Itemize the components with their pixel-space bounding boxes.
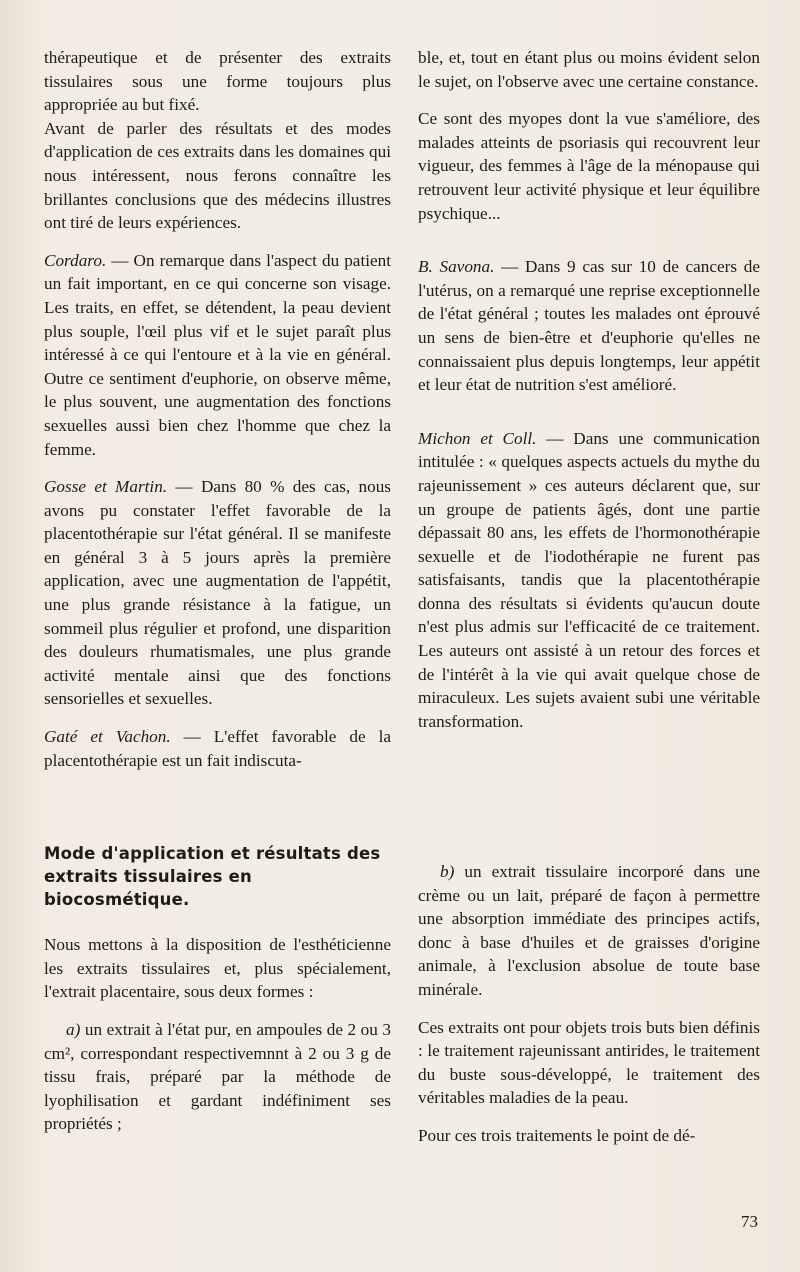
cordaro-author: Cordaro. xyxy=(44,250,107,270)
before-results-paragraph: Avant de parler des résultats et des modes d'application de ces extraits dans les domaines qui nous intéressent, nous ferons connaître les brillantes conclusions que des médecins illustres ont tiré de leurs expériences. xyxy=(44,118,391,233)
item-b-text: un extrait tissulaire incorporé dans une crème ou un lait, préparé de façon à permettre une absorption immédiate des principes actifs, donc à base d'huiles et de graisses d'origine animale, à l'exclusion absolue de toute base minérale. xyxy=(418,862,760,999)
gate-author: Gaté et Vachon. xyxy=(44,727,171,747)
michon-text: — Dans une communication intitulée : « quelques aspects actuels du mythe du rajeunissement » ces auteurs déclarent que, sur un groupe de patients âgés, dont une partie dépassait 80 ans, les effets de l'hormonothérapie sexuelle et de l'iodothérapie ne furent pas satisfaisants, tandis que la placentothérapie donna des résultats si évidents qu'aucun doute n'est plus admis sur l'efficacité de ce traitement. Les auteurs ont assisté à un retour des forces et de l'intérêt à la vie qui avait quelque chose de miraculeux. Les sujets avaient subi une véritable transformation. xyxy=(418,428,761,731)
savona-author: B. Savona. xyxy=(418,257,495,277)
intro-paragraph: thérapeutique et de présenter des extraits tissulaires sous une forme toujours plus appropriée au but fixé. xyxy=(44,48,391,115)
savona-paragraph xyxy=(418,255,760,397)
item-a-text: un extrait à l'état pur, en ampoules de 2 ou 3 cm², correspondant respectivemnnt à 2 ou 3 g de tissu frais, préparé par la méthode de lyophilisation et gardant indéfiniment ses propriétés ; xyxy=(44,1020,391,1134)
savona-text: — Dans 9 cas sur 10 de cancers de l'utérus, on a remarqué une reprise exceptionnelle de l'état général ; toutes les malades ont éprouvé un sens de bien-être et d'euphorie qu'elles ne connaissaient plus depuis longtemps, leur appétit et leur état de nutrition s'est amélioré. xyxy=(418,257,760,395)
continuation-paragraph: ble, et, tout en étant plus ou moins évident selon le sujet, on l'observe avec une certaine constance. xyxy=(418,48,760,91)
page-number: 73 xyxy=(741,1212,758,1231)
gosse-text: — Dans 80 % des cas, nous avons pu constater l'effet favorable de la placentothérapie sur l'état général. Il se manifeste en général 3 à 5 jours après la première application, avec une augmentation de l'appétit, une plus grande résistance à la fatigue, un sommeil plus régulier et profond, une disparition des douleurs rhumatismales, une plus grande activité mentale ainsi que des fonctions sensorielles et sexuelles. xyxy=(44,477,391,709)
left-column xyxy=(44,46,391,1136)
gosse-author: Gosse et Martin. xyxy=(44,477,168,497)
right-column-bottom xyxy=(418,860,760,1148)
gosse-paragraph xyxy=(44,475,391,711)
item-a-paragraph xyxy=(44,1018,391,1136)
section-heading: Mode d'application et résultats des extraits tissulaires en biocosmétique. xyxy=(44,844,381,910)
michon-author: Michon et Coll. xyxy=(418,428,537,448)
cordaro-text: — On remarque dans l'aspect du patient un fait important, en ce qui concerne son visage. Les traits, en effet, se détendent, la peau devient plus souple, l'œil plus vif et le sujet paraît plus intéressé à ce qui l'entoure et à la vie en général. Outre ce sentiment d'euphorie, on observe même, le plus souvent, une augmentation des fonctions sexuelles aussi bien chez l'homme que chez la femme. xyxy=(44,250,391,459)
final-paragraph: Pour ces trois traitements le point de dé- xyxy=(418,1125,696,1145)
disposition-paragraph: Nous mettons à la disposition de l'esthéticienne les extraits tissulaires et, plus spécialement, l'extrait placentaire, sous deux formes : xyxy=(44,935,391,1002)
objectives-paragraph: Ces extraits ont pour objets trois buts bien définis : le traitement rajeunissant antirides, le traitement du buste sous-développé, le traitement des véritables maladies de la peau. xyxy=(418,1017,760,1108)
gate-text: — L'effet favorable de la placentothérapie est un fait indiscuta- xyxy=(44,727,391,770)
right-column-top xyxy=(418,46,760,733)
michon-paragraph xyxy=(418,427,760,734)
item-b-label: b) xyxy=(440,862,455,881)
cordaro-paragraph xyxy=(44,249,391,461)
item-a-label: a) xyxy=(66,1020,81,1039)
gate-paragraph xyxy=(44,725,391,772)
item-b-paragraph xyxy=(418,860,760,1002)
myopes-paragraph: Ce sont des myopes dont la vue s'améliore, des malades atteints de psoriasis qui recouvrent leur vigueur, des femmes à l'âge de la ménopause qui retrouvent leur activité physique et leur équilibre psychique... xyxy=(418,109,760,223)
